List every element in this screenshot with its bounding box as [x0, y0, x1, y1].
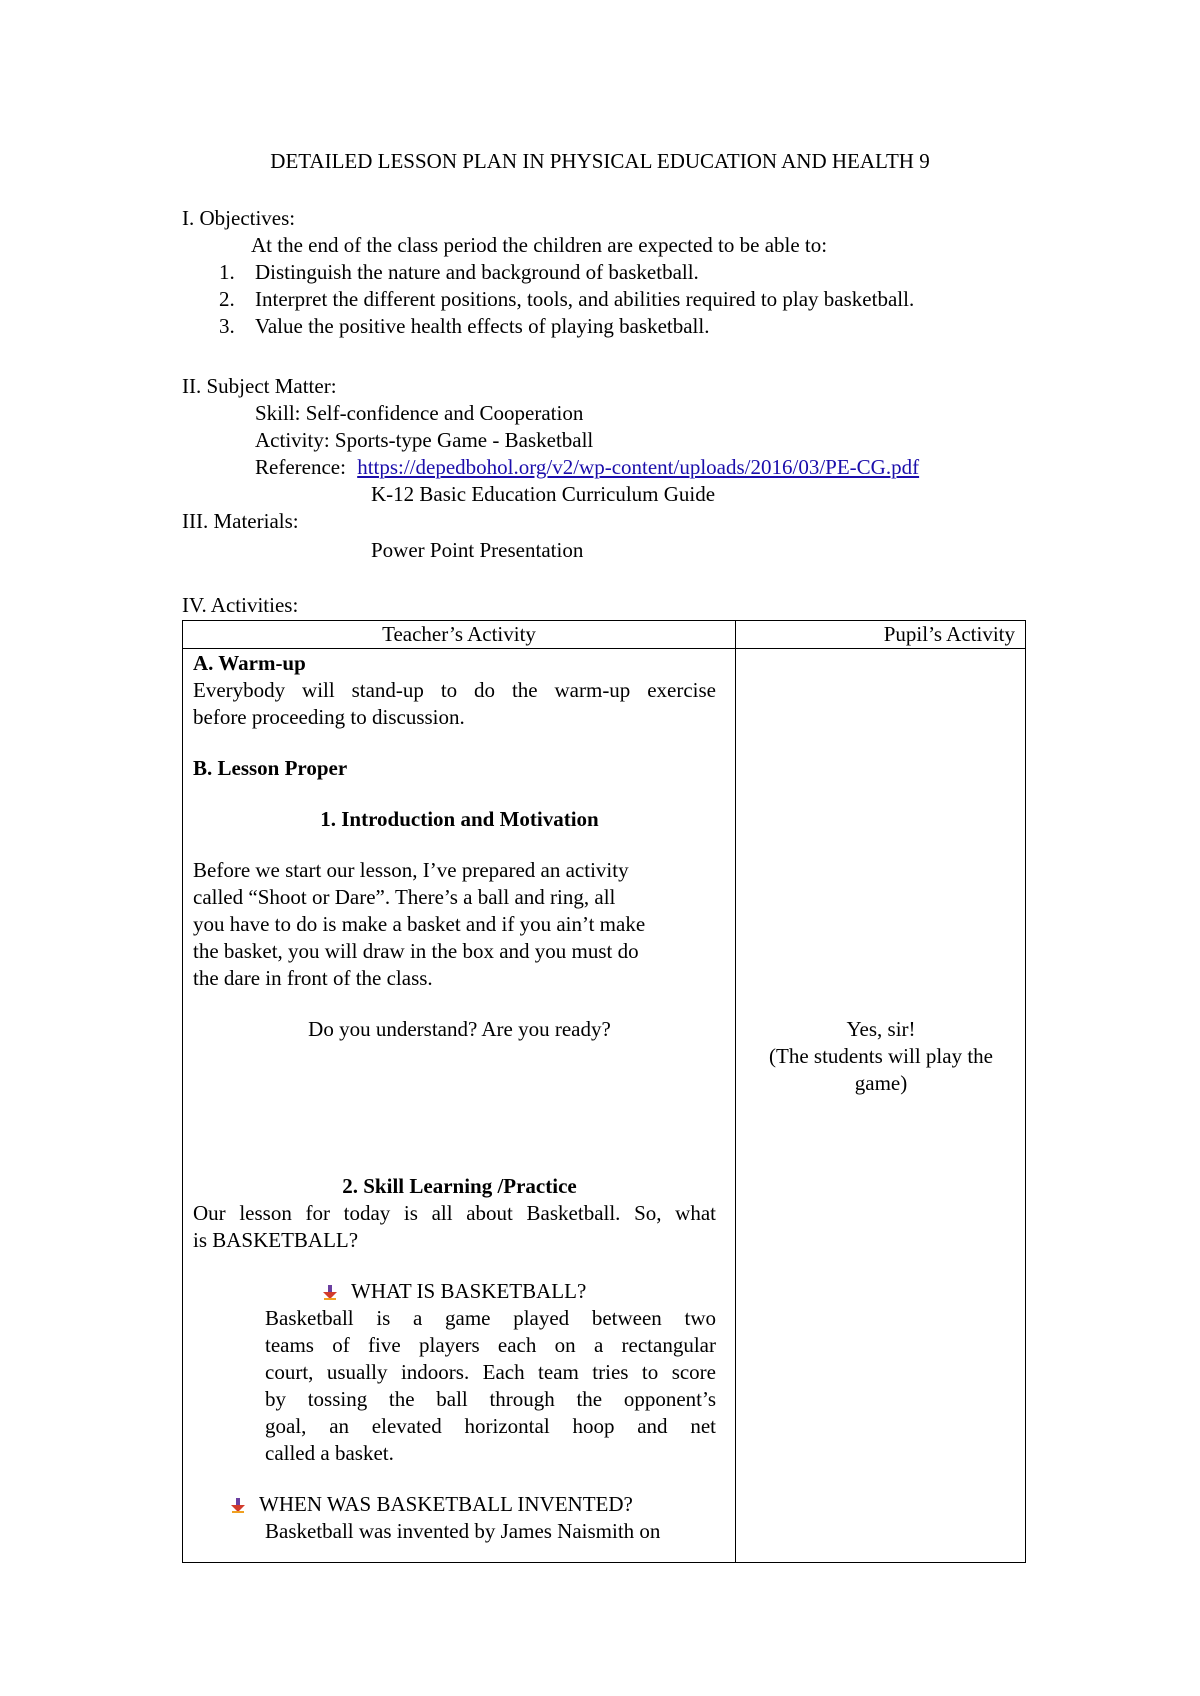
pupil-activity-cell [736, 649, 1026, 1563]
objective-number: 1. [219, 260, 235, 284]
answer-1-line-2: teams of five players each on a rectangular [265, 1333, 716, 1357]
subject-matter-heading: II. Subject Matter: [182, 374, 337, 398]
answer-1-line-3: court, usually indoors. Each team tries to score [265, 1360, 716, 1384]
intro-motivation-heading: 1. Introduction and Motivation [320, 807, 599, 831]
reference-label: Reference: [255, 455, 346, 479]
intro-text-line-3: you have to do is make a basket and if you ain’t make [193, 912, 646, 936]
reference-note: K-12 Basic Education Curriculum Guide [371, 482, 716, 506]
objective-item-2 [219, 286, 914, 313]
intro-text-line-1: Before we start our lesson, I’ve prepared an activity [193, 858, 629, 882]
warmup-heading: A. Warm-up [193, 651, 306, 675]
intro-text-line-4: the basket, you will draw in the box and you must do [193, 939, 639, 963]
objective-number: 3. [219, 314, 235, 338]
warmup-text-line-1: Everybody will stand-up to do the warm-up exercise [193, 678, 716, 702]
question-2: WHEN WAS BASKETBALL INVENTED? [259, 1492, 633, 1516]
warmup-text-line-2: before proceeding to discussion. [193, 705, 465, 729]
objective-item-1 [219, 259, 699, 286]
arrow-down-bullet-icon [231, 1498, 245, 1512]
question-1: WHAT IS BASKETBALL? [351, 1279, 587, 1303]
bullet-when-invented [231, 1491, 633, 1518]
objective-text: Interpret the different positions, tools, and abilities required to play basketball. [255, 287, 915, 311]
intro-text-line-5: the dare in front of the class. [193, 966, 433, 990]
materials-item: Power Point Presentation [371, 538, 584, 562]
table-row [183, 649, 1026, 1563]
objectives-intro: At the end of the class period the children are expected to be able to: [251, 233, 828, 257]
lesson-proper-heading: B. Lesson Proper [193, 756, 348, 780]
materials-heading: III. Materials: [182, 509, 299, 533]
objective-text: Value the positive health effects of playing basketball. [255, 314, 710, 338]
subject-activity: Activity: Sports-type Game - Basketball [255, 428, 594, 452]
intro-text-line-2: called “Shoot or Dare”. There’s a ball and ring, all [193, 885, 616, 909]
table-header-row [183, 621, 1026, 649]
teacher-activity-header: Teacher’s Activity [183, 621, 736, 649]
answer-1-line-6: called a basket. [265, 1441, 394, 1465]
pupil-activity-header: Pupil’s Activity [736, 621, 1026, 649]
document-title: DETAILED LESSON PLAN IN PHYSICAL EDUCATION AND HEALTH 9 [270, 149, 930, 173]
answer-1-line-4: by tossing the ball through the opponent’s [265, 1387, 716, 1411]
subject-skill: Skill: Self-confidence and Cooperation [255, 401, 584, 425]
teacher-activity-cell [183, 649, 736, 1563]
objective-text: Distinguish the nature and background of basketball. [255, 260, 699, 284]
pupil-response-line-3: game) [854, 1071, 908, 1095]
activities-heading: IV. Activities: [182, 593, 299, 617]
answer-1-line-1: Basketball is a game played between two [265, 1306, 716, 1330]
skill-text-line-2: is BASKETBALL? [193, 1228, 359, 1252]
pupil-response-line-1: Yes, sir! [846, 1017, 916, 1041]
objective-item-3 [219, 313, 709, 340]
objective-number: 2. [219, 287, 235, 311]
pupil-response-line-2: (The students will play the [769, 1044, 993, 1068]
answer-1-line-5: goal, an elevated horizontal hoop and net [265, 1414, 716, 1438]
activities-table [182, 620, 1026, 1563]
bullet-what-is-basketball [323, 1278, 586, 1305]
teacher-question: Do you understand? Are you ready? [308, 1017, 611, 1041]
subject-reference [255, 454, 919, 481]
skill-learning-heading: 2. Skill Learning /Practice [342, 1174, 577, 1198]
reference-link[interactable]: https://depedbohol.org/v2/wp-content/uploads/2016/03/PE-CG.pdf [357, 455, 920, 479]
objectives-heading: I. Objectives: [182, 206, 296, 230]
arrow-down-bullet-icon [323, 1285, 337, 1299]
skill-text-line-1: Our lesson for today is all about Basketball. So, what [193, 1201, 716, 1225]
answer-2-line-1: Basketball was invented by James Naismith on [265, 1519, 661, 1543]
